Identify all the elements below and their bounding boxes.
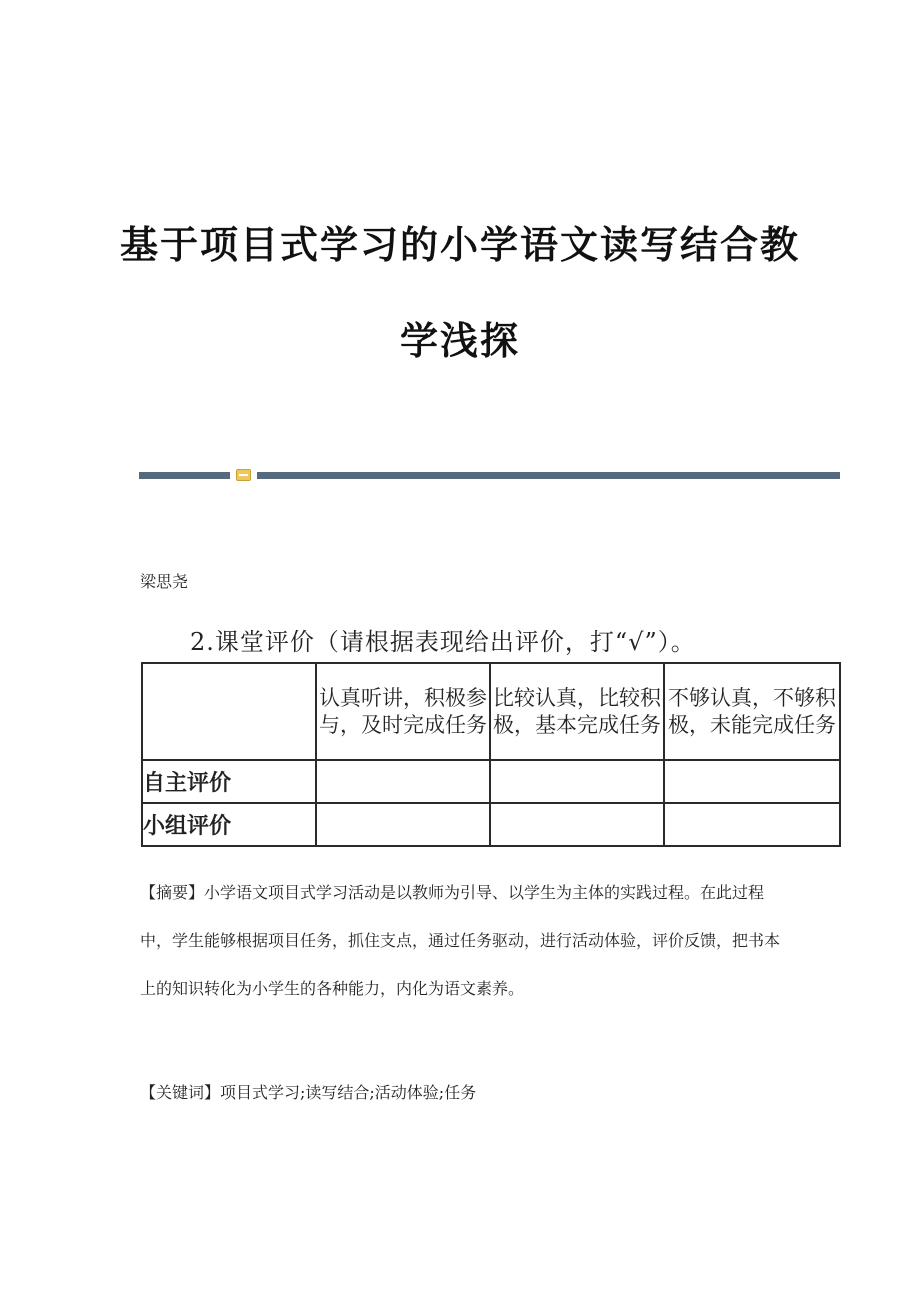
abstract-paragraph	[140, 869, 780, 1013]
document-title-line-1: 基于项目式学习的小学语文读写结合教	[119, 222, 800, 267]
evaluation-caption: 2.课堂评价（请根据表现给出评价，打“√”）。	[190, 628, 696, 656]
envelope-icon	[236, 469, 251, 481]
table-cell	[664, 803, 840, 846]
keywords-text: 项目式学习;读写结合;活动体验;任务	[220, 1083, 477, 1102]
keywords-label: 【关键词】	[140, 1083, 221, 1102]
table-row	[142, 760, 840, 803]
title-divider	[139, 469, 840, 481]
table-header-cell: 比较认真，比较积极，基本完成任务	[490, 663, 664, 760]
table-header-cell: 认真听讲，积极参与，及时完成任务	[316, 663, 490, 760]
keywords-paragraph	[140, 1069, 780, 1117]
divider-bar-right	[257, 472, 840, 479]
table-cell	[490, 760, 664, 803]
table-cell	[490, 803, 664, 846]
table-cell	[664, 760, 840, 803]
table-header-empty-cell	[142, 663, 316, 760]
abstract-text: 小学语文项目式学习活动是以教师为引导、以学生为主体的实践过程。在此过程中，学生能够根据项目任务，抓住支点，通过任务驱动，进行活动体验，评价反馈，把书本上的知识转化为小学生的各种能力，内化为语文素养。	[140, 883, 781, 998]
table-cell	[316, 803, 490, 846]
table-row	[142, 803, 840, 846]
divider-bar-left	[139, 472, 230, 479]
document-title-line-2: 学浅探	[399, 318, 520, 363]
evaluation-table	[141, 662, 841, 847]
row-label-self-evaluation: 自主评价	[142, 760, 316, 803]
abstract-label: 【摘要】	[140, 883, 205, 902]
author-name: 梁思尧	[140, 572, 189, 591]
row-label-group-evaluation: 小组评价	[142, 803, 316, 846]
table-cell	[316, 760, 490, 803]
table-header-row	[142, 663, 840, 760]
table-header-cell: 不够认真，不够积极，未能完成任务	[664, 663, 840, 760]
